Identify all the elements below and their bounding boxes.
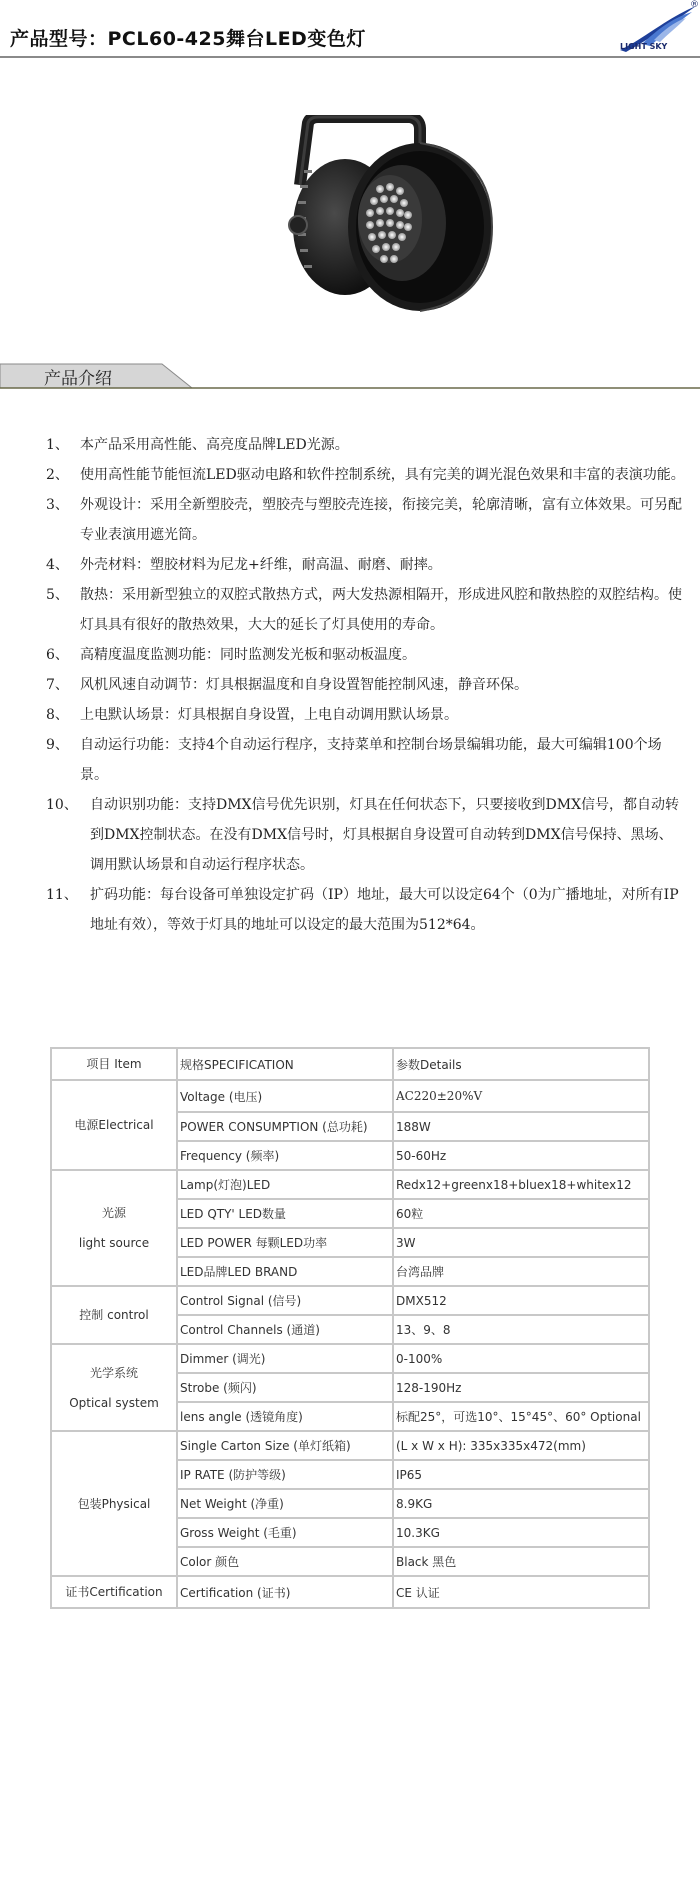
- list-item-number: 8、: [46, 707, 69, 723]
- spec-value-cell: 60粒: [393, 1199, 649, 1228]
- category-cell: [51, 1080, 177, 1170]
- spec-item-cell: Single Carton Size (单灯纸箱): [177, 1431, 393, 1460]
- list-item-text: 散热：采用新型独立的双腔式散热方式，两大发热源相隔开，形成进风腔和散热腔的双腔结构。使灯具具有很好的散热效果，大大的延长了灯具使用的寿命。: [80, 587, 682, 633]
- list-item: [46, 670, 686, 700]
- spec-table: [50, 1047, 650, 1609]
- spec-value-cell: IP65: [393, 1460, 649, 1489]
- spec-value-cell: 13、9、8: [393, 1315, 649, 1344]
- spec-value-cell: Redx12+greenx18+bluex18+whitex12: [393, 1170, 649, 1199]
- spec-item-cell: Strobe (频闪): [177, 1373, 393, 1402]
- list-item-text: 外观设计：采用全新塑胶壳，塑胶壳与塑胶壳连接，衔接完美，轮廓清晰，富有立体效果。可另配专业表演用遮光筒。: [80, 497, 682, 543]
- list-item-number: 4、: [46, 557, 69, 573]
- category-label: light source: [78, 1236, 150, 1250]
- spec-value-cell: 188W: [393, 1112, 649, 1141]
- spec-item-cell: Frequency (频率): [177, 1141, 393, 1170]
- table-row: [51, 1431, 649, 1460]
- table-row: [51, 1170, 649, 1199]
- list-item-text: 本产品采用高性能、高亮度品牌LED光源。: [80, 437, 349, 453]
- header-item: 项目 Item: [51, 1048, 177, 1080]
- spec-item-cell: POWER CONSUMPTION (总功耗): [177, 1112, 393, 1141]
- category-label: 电源Electrical: [74, 1118, 154, 1132]
- category-cell: [51, 1344, 177, 1431]
- list-item-text: 扩码功能：每台设备可单独设定扩码（IP）地址，最大可以设定64个（0为广播地址，对所有IP地址有效），等效于灯具的地址可以设定的最大范围为512*64。: [90, 887, 679, 933]
- registered-mark: ®: [690, 0, 699, 10]
- category-cell: [51, 1286, 177, 1344]
- list-item-text: 外壳材料：塑胶材料为尼龙+纤维，耐高温、耐磨、耐摔。: [80, 557, 442, 573]
- page-title: 产品型号：PCL60-425舞台LED变色灯: [10, 28, 366, 50]
- list-item-text: 上电默认场景：灯具根据自身设置，上电自动调用默认场景。: [80, 707, 458, 723]
- feature-list: [46, 430, 686, 940]
- header-divider: [0, 56, 700, 58]
- list-item: [46, 640, 686, 670]
- spec-item-cell: lens angle (透镜角度): [177, 1402, 393, 1431]
- list-item-number: 1、: [46, 437, 69, 453]
- list-item: [46, 430, 686, 460]
- spec-item-cell: Certification (证书): [177, 1576, 393, 1608]
- spec-value-cell: 50-60Hz: [393, 1141, 649, 1170]
- list-item-text: 使用高性能节能恒流LED驱动电路和软件控制系统，具有完美的调光混色效果和丰富的表演功能。: [80, 467, 685, 483]
- list-item-number: 10、: [46, 797, 78, 813]
- list-item-number: 5、: [46, 587, 69, 603]
- list-item: [46, 460, 686, 490]
- spec-value-cell: 3W: [393, 1228, 649, 1257]
- spec-value-cell: 8.9KG: [393, 1489, 649, 1518]
- list-item-number: 9、: [46, 737, 69, 753]
- category-label: 光学系统: [89, 1365, 138, 1380]
- list-item-number: 11、: [46, 887, 78, 903]
- list-item-number: 2、: [46, 467, 69, 483]
- spec-item-cell: Color 颜色: [177, 1547, 393, 1576]
- table-header-row: [51, 1048, 649, 1080]
- spec-item-cell: Dimmer (调光): [177, 1344, 393, 1373]
- spec-item-cell: Voltage (电压): [177, 1080, 393, 1112]
- spec-item-cell: Control Channels (通道): [177, 1315, 393, 1344]
- list-item: [46, 790, 686, 880]
- spec-item-cell: Control Signal (信号): [177, 1286, 393, 1315]
- list-item-number: 3、: [46, 497, 69, 513]
- category-label: 包装Physical: [77, 1496, 151, 1511]
- section-title: 产品介绍: [44, 369, 112, 389]
- list-item: [46, 700, 686, 730]
- product-image: [270, 115, 500, 325]
- table-row: [51, 1576, 649, 1608]
- spec-value-cell: 0-100%: [393, 1344, 649, 1373]
- category-cell: [51, 1576, 177, 1608]
- list-item: [46, 580, 686, 640]
- list-item-number: 7、: [46, 677, 69, 693]
- spec-item-cell: Lamp(灯泡)LED: [177, 1170, 393, 1199]
- spec-value-cell: 台湾品牌: [393, 1257, 649, 1286]
- list-item-text: 风机风速自动调节：灯具根据温度和自身设置智能控制风速，静音环保。: [80, 677, 528, 693]
- list-item: [46, 550, 686, 580]
- table-row: [51, 1286, 649, 1315]
- category-label: 证书Certification: [65, 1585, 163, 1599]
- spec-item-cell: Net Weight (净重): [177, 1489, 393, 1518]
- category-cell: [51, 1170, 177, 1286]
- list-item: [46, 880, 686, 940]
- header-details: 参数Details: [393, 1048, 649, 1080]
- list-item-number: 6、: [46, 647, 69, 663]
- spec-value-cell: 10.3KG: [393, 1518, 649, 1547]
- spec-value-cell: Black 黑色: [393, 1547, 649, 1576]
- spec-item-cell: LED POWER 每颗LED功率: [177, 1228, 393, 1257]
- spec-item-cell: IP RATE (防护等级): [177, 1460, 393, 1489]
- logo-wordmark: LIGHT SKY: [620, 42, 668, 51]
- list-item: [46, 490, 686, 550]
- category-label: 光源: [101, 1206, 126, 1220]
- table-row: [51, 1080, 649, 1112]
- spec-item-cell: LED QTY' LED数量: [177, 1199, 393, 1228]
- list-item-text: 自动运行功能：支持4个自动运行程序，支持菜单和控制台场景编辑功能，最大可编辑100个场景。: [80, 737, 662, 783]
- spec-value-cell: DMX512: [393, 1286, 649, 1315]
- category-cell: [51, 1431, 177, 1576]
- category-label: Optical system: [69, 1395, 159, 1410]
- list-item-text: 自动识别功能：支持DMX信号优先识别，灯具在任何状态下，只要接收到DMX信号，都自动转到DMX控制状态。在没有DMX信号时，灯具根据自身设置可自动转到DMX信号保持、黑场、调用默认场景和自动运行程序状态。: [90, 797, 680, 873]
- spec-value-cell: 标配25°，可选10°、15°45°、60° Optional: [393, 1402, 649, 1431]
- spec-value-cell: (L x W x H): 335x335x472(mm): [393, 1431, 649, 1460]
- header-specification: 规格SPECIFICATION: [177, 1048, 393, 1080]
- spec-item-cell: LED品牌LED BRAND: [177, 1257, 393, 1286]
- table-row: [51, 1344, 649, 1373]
- list-item: [46, 730, 686, 790]
- spec-value-cell: 128-190Hz: [393, 1373, 649, 1402]
- spec-value-cell: AC220±20%V: [393, 1080, 649, 1112]
- category-label: 控制 control: [79, 1308, 149, 1322]
- page-header: [0, 0, 700, 60]
- list-item-text: 高精度温度监测功能：同时监测发光板和驱动板温度。: [80, 647, 416, 663]
- spec-item-cell: Gross Weight (毛重): [177, 1518, 393, 1547]
- spec-value-cell: CE 认证: [393, 1576, 649, 1608]
